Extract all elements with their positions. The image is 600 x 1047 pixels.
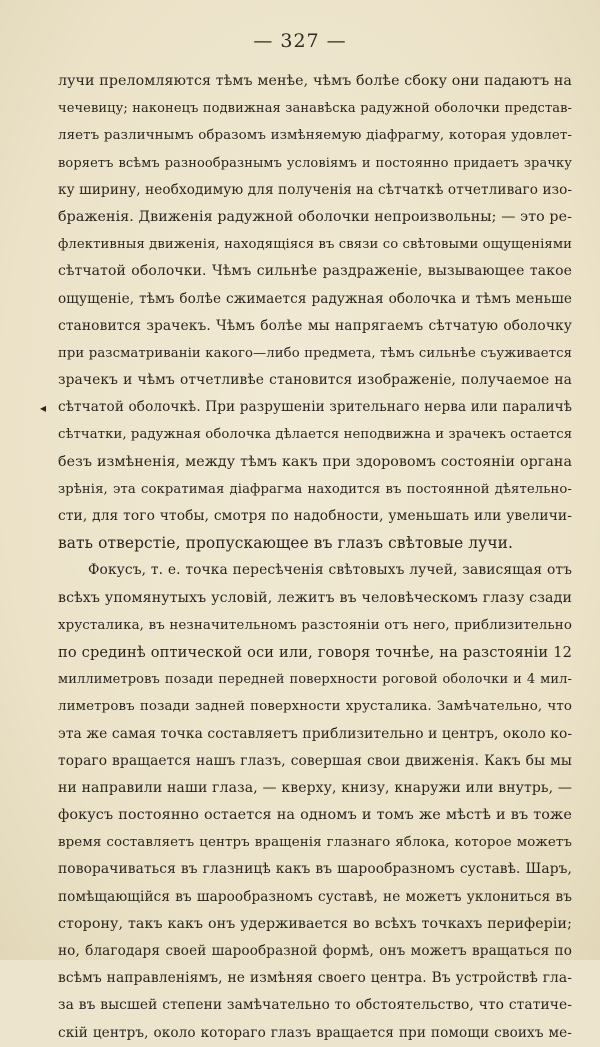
text-line: браженія. Движенія радужной оболочки непроизвольны; — это ре- bbox=[58, 208, 572, 225]
text-line: фокусъ постоянно остается на одномъ и томъ же мѣстѣ и въ тоже bbox=[58, 807, 572, 824]
text-line: ни направили наши глаза, — кверху, книзу, кнаружи или внутрь, — bbox=[58, 779, 572, 796]
text-line: при разсматриваніи какого—либо предмета, тѣмъ сильнѣе съуживается bbox=[58, 345, 572, 361]
margin-mark: ◂ bbox=[40, 401, 47, 415]
text-line: сѣтчатой оболочки. Чѣмъ сильнѣе раздраженіе, вызывающее такое bbox=[58, 263, 572, 280]
text-line: за въ высшей степени замѣчательно то обстоятельство, что статиче- bbox=[58, 997, 572, 1014]
text-line: миллиметровъ позади передней поверхности роговой оболочки и 4 мил- bbox=[58, 672, 572, 688]
text-line: хрусталика, въ незначительномъ разстояніи отъ него, приблизительно bbox=[58, 617, 572, 633]
text-line: зрачекъ и чѣмъ отчетливѣе становится изображеніе, получаемое на bbox=[58, 372, 572, 389]
text-line: ощущеніе, тѣмъ болѣе сжимается радужная оболочка и тѣмъ меньше bbox=[58, 290, 572, 307]
text-line: лиметровъ позади задней поверхности хрусталика. Замѣчательно, что bbox=[58, 699, 572, 715]
text-line: ку ширину, необходимую для полученія на сѣтчаткѣ отчетливаго изо- bbox=[58, 181, 573, 198]
text-line: чечевицу; наконецъ подвижная занавѣска радужной оболочки представ- bbox=[58, 101, 572, 117]
text-line: сѣтчатки, радужная оболочка дѣлается неподвижна и зрачекъ остается bbox=[58, 427, 573, 443]
text-line: но, благодаря своей шарообразной формѣ, онъ можетъ вращаться по bbox=[58, 943, 572, 959]
text-line: эта же самая точка составляетъ приблизительно и центръ, около ко- bbox=[58, 725, 573, 742]
text-line: поворачиваться въ глазницѣ какъ въ шарообразномъ суставѣ. Шаръ, bbox=[58, 861, 572, 878]
text-line: по срединѣ оптической оси или, говоря точнѣе, на разстояніи 12 bbox=[58, 643, 572, 661]
text-line: флективныя движенія, находящіяся въ связи со свѣтовыми ощущеніями bbox=[58, 237, 573, 253]
text-line: лучи преломляются тѣмъ менѣе, чѣмъ болѣе сбоку они падаютъ на bbox=[58, 73, 572, 89]
text-line: становится зрачекъ. Чѣмъ болѣе мы напрягаемъ сѣтчатую оболочку bbox=[58, 317, 572, 334]
text-line: воряетъ всѣмъ разнообразнымъ условіямъ и постоянно придаетъ зрачку bbox=[58, 155, 572, 171]
text-line: всѣмъ направленіямъ, не измѣняя своего центра. Въ устройствѣ гла- bbox=[58, 970, 572, 987]
text-line: сти, для того чтобы, смотря по надобности, уменьшать или увеличи- bbox=[58, 508, 572, 524]
page-text bbox=[58, 68, 572, 1047]
text-line: скій центръ, около котораго глазъ вращается при помощи своихъ ме- bbox=[58, 1024, 572, 1041]
text-line: время составляетъ центръ вращенія глазнаго яблока, которое можетъ bbox=[58, 835, 572, 851]
text-line: Фокусъ, т. е. точка пересѣченія свѣтовыхъ лучей, зависящая отъ bbox=[88, 562, 572, 579]
text-line: сторону, такъ какъ онъ удерживается во всѣхъ точкахъ периферіи; bbox=[58, 915, 572, 932]
text-line: вать отверстіе, пропускающее въ глазъ свѣтовые лучи. bbox=[58, 534, 513, 553]
text-line: зрѣнія, эта сократимая діафрагма находится въ постоянной дѣятельно- bbox=[58, 481, 572, 497]
text-line: всѣхъ упомянутыхъ условій, лежитъ въ человѣческомъ глазу сзади bbox=[58, 589, 572, 606]
text-line: сѣтчатой оболочкѣ. При разрушеніи зрительнаго нерва или параличѣ bbox=[58, 399, 572, 416]
page-number: — 327 — bbox=[253, 30, 347, 52]
text-line: тораго вращается нашъ глазъ, совершая свои движенія. Какъ бы мы bbox=[58, 752, 572, 769]
text-line: безъ измѣненія, между тѣмъ какъ при здоровомъ состояніи органа bbox=[58, 453, 572, 470]
text-line: ляетъ различнымъ образомъ измѣняемую діафрагму, которая удовлет- bbox=[58, 128, 572, 144]
text-line: помѣщающійся въ шарообразномъ суставѣ, не можетъ уклониться въ bbox=[58, 888, 572, 905]
